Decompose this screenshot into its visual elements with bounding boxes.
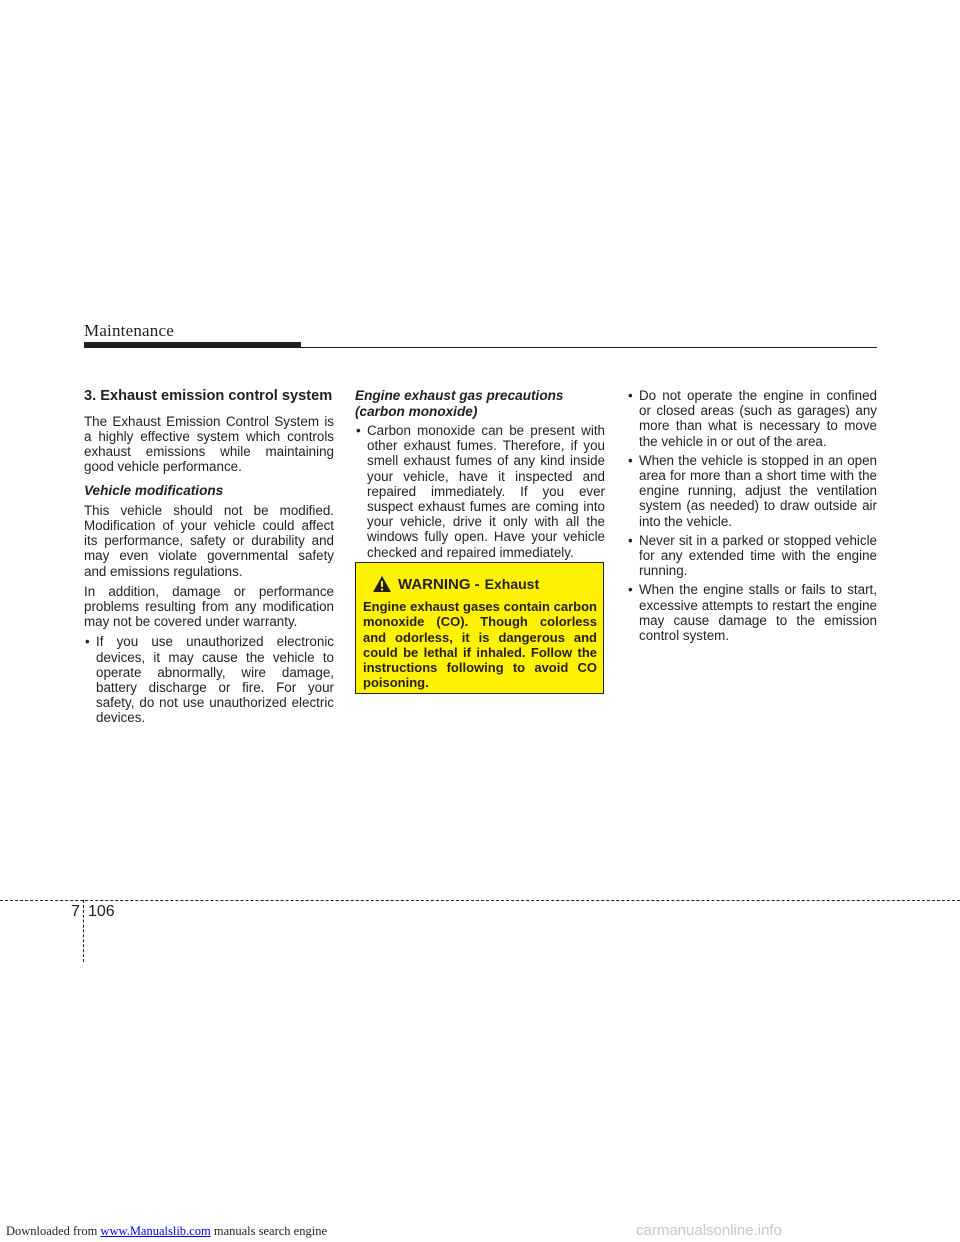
subhead-exhaust-precautions: Engine exhaust gas precautions (carbon monoxide) — [355, 388, 564, 419]
warning-subtitle: Exhaust — [484, 576, 540, 592]
footer-vertical-dash — [83, 900, 84, 962]
footer-dashed-rule — [0, 900, 960, 901]
list-item: • When the vehicle is stopped in an open area for more than a short time with the engine running, adjust the ventilation system (as needed) to draw outside air into the vehicle. — [627, 453, 877, 529]
manualslib-link[interactable]: www.Manualslib.com — [100, 1224, 211, 1238]
intro-paragraph: The Exhaust Emission Control System is a highly effective system which controls exhaust emissions while maintaining good vehicle performance. — [84, 413, 334, 475]
download-credit — [6, 1224, 327, 1239]
warning-text: Engine exhaust gases contain carbon monoxide (CO). Though colorless and odorless, it is dangerous and could be lethal if inhaled. Follow the instructions following to avoid CO poisoning. — [363, 599, 597, 691]
section-title: 3. Exhaust emission control system — [84, 388, 333, 404]
download-prefix: Downloaded from — [6, 1224, 101, 1238]
chapter-number: 7 — [71, 903, 80, 920]
column-2 — [355, 388, 605, 564]
warranty-paragraph: In addition, damage or performance problems resulting from any modification may not be covered under warranty. — [84, 583, 334, 630]
download-suffix: manuals search engine — [210, 1224, 327, 1238]
page-number: 106 — [88, 903, 115, 920]
list-item: • If you use unauthorized electronic devices, it may cause the vehicle to operate abnormally, wire damage, battery discharge or fire. For your safety, do not use unauthorized electric devices. — [84, 634, 334, 725]
modification-paragraph: This vehicle should not be modified. Modification of your vehicle could affect its performance, safety or durability and may even violate governmental safety and emissions regulations. — [84, 502, 334, 579]
page-header-title: Maintenance — [84, 321, 174, 340]
column-1 — [84, 388, 334, 730]
list-item: • Do not operate the engine in confined or closed areas (such as garages) any more than what is necessary to move the vehicle in or out of the area. — [627, 388, 877, 449]
warning-triangle-icon — [372, 575, 392, 593]
warning-title: WARNING - — [398, 575, 480, 593]
subhead-vehicle-modifications: Vehicle modifications — [84, 483, 224, 499]
watermark: carmanualsonline.info — [636, 1222, 782, 1239]
list-item: • Never sit in a parked or stopped vehicle for any extended time with the engine running. — [627, 533, 877, 579]
column-3 — [627, 388, 877, 647]
list-item: • Carbon monoxide can be present with other exhaust fumes. Therefore, if you smell exhaust fumes of any kind inside your vehicle, have it inspected and repaired immediately. If you ever suspect exhaust fumes are coming into your vehicle, drive it only with all the windows fully open. Have your vehicle checked and repaired immediately. — [355, 423, 605, 560]
header-rule-thin — [84, 347, 877, 348]
warning-header — [372, 573, 539, 595]
warning-box — [355, 562, 604, 694]
list-item: • When the engine stalls or fails to start, excessive attempts to restart the engine may cause damage to the emission control system. — [627, 582, 877, 643]
